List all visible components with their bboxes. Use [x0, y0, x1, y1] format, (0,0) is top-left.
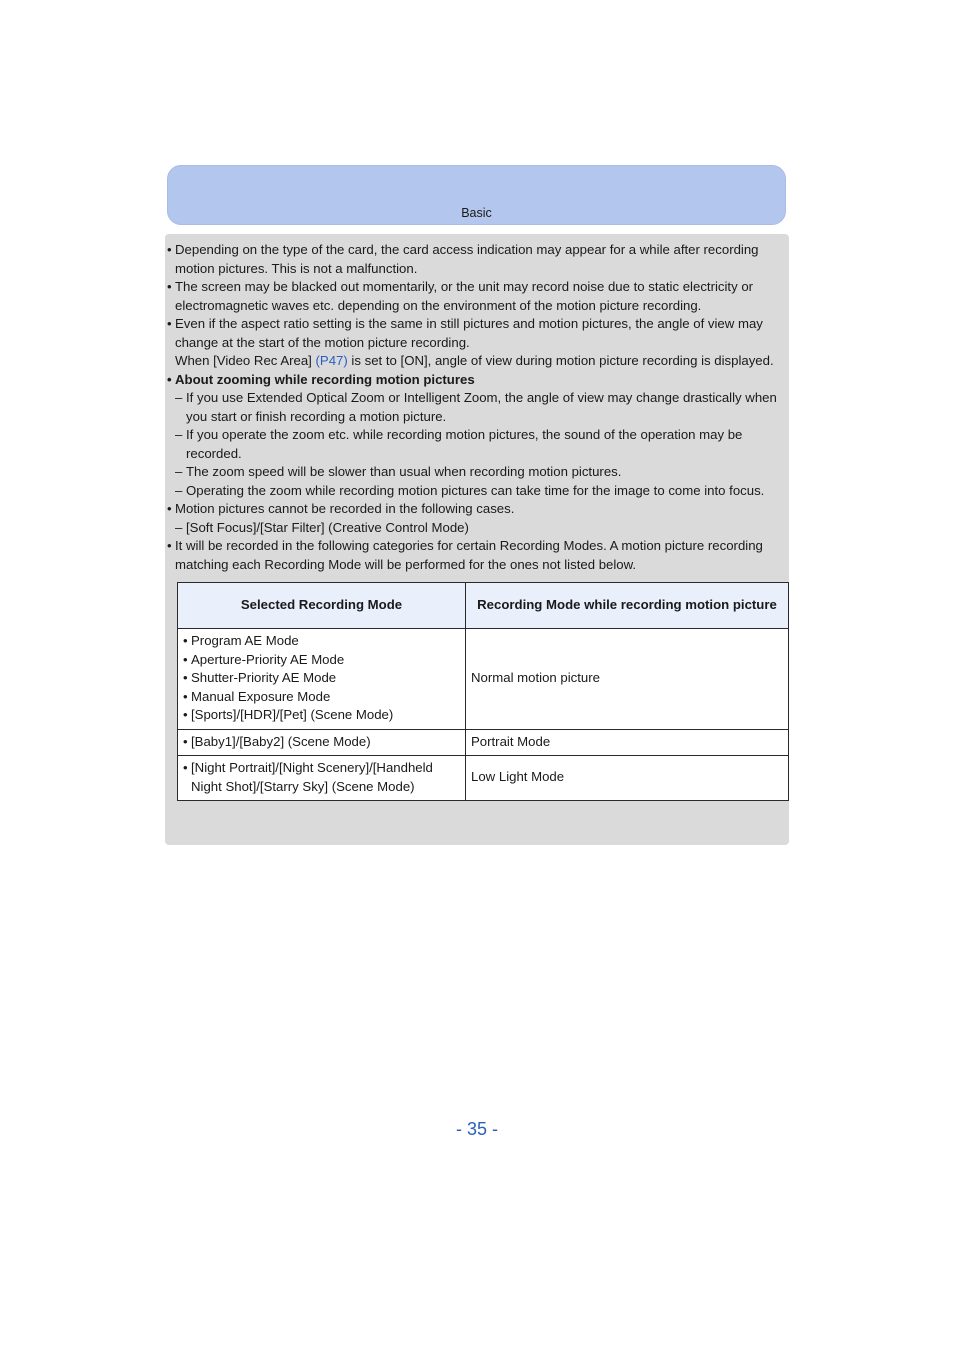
table-header-row: [178, 583, 789, 629]
zoom-item: – If you use Extended Optical Zoom or Intelligent Zoom, the angle of view may change drastically when you start or finish recording a motion picture.: [167, 389, 785, 426]
mode-item: • Shutter-Priority AE Mode: [183, 669, 460, 688]
result-mode-cell: Normal motion picture: [466, 629, 789, 730]
mode-item: • [Night Portrait]/[Night Scenery]/[Handheld Night Shot]/[Starry Sky] (Scene Mode): [183, 759, 460, 796]
table-row: [178, 629, 789, 730]
mode-item: • [Baby1]/[Baby2] (Scene Mode): [183, 733, 460, 752]
column-header-recording-mode: Recording Mode while recording motion picture: [466, 583, 789, 629]
note-cannot-record: • Motion pictures cannot be recorded in the following cases.: [167, 500, 785, 519]
result-mode-cell: Low Light Mode: [466, 756, 789, 801]
zoom-item: – The zoom speed will be slower than usual when recording motion pictures.: [167, 463, 785, 482]
note-video-rec-area-pre: When [Video Rec Area]: [175, 353, 316, 368]
recording-mode-table: [177, 582, 789, 801]
section-header-bar: [167, 165, 786, 225]
column-header-selected-mode: Selected Recording Mode: [178, 583, 466, 629]
mode-item: • [Sports]/[HDR]/[Pet] (Scene Mode): [183, 706, 460, 725]
notes-box: [165, 234, 789, 845]
zoom-item: – If you operate the zoom etc. while recording motion pictures, the sound of the operation may be recorded.: [167, 426, 785, 463]
mode-item: • Manual Exposure Mode: [183, 688, 460, 707]
note-angle-of-view: [167, 315, 785, 371]
selected-mode-cell: [178, 756, 466, 801]
mode-item: • Aperture-Priority AE Mode: [183, 651, 460, 670]
selected-mode-cell: [178, 729, 466, 756]
page-link-p47[interactable]: (P47): [315, 353, 348, 368]
note-card-access: • Depending on the type of the card, the card access indication may appear for a while after recording motion pictures. This is not a malfunction.: [167, 241, 785, 278]
note-video-rec-area-post: is set to [ON], angle of view during motion picture recording is displayed.: [347, 353, 774, 368]
section-label: Basic: [461, 206, 492, 220]
note-screen-blackout: • The screen may be blacked out momentarily, or the unit may record noise due to static electricity or electromagnetic waves etc. depending on the environment of the motion picture recording.: [167, 278, 785, 315]
table-row: [178, 756, 789, 801]
note-categories: • It will be recorded in the following categories for certain Recording Modes. A motion picture recording matching each Recording Mode will be performed for the ones not listed below.: [167, 537, 785, 574]
cannot-record-item: – [Soft Focus]/[Star Filter] (Creative Control Mode): [167, 519, 785, 538]
note-angle-of-view-text: Even if the aspect ratio setting is the same in still pictures and motion pictures, the angle of view may change at the start of the motion picture recording.: [175, 316, 763, 350]
result-mode-cell: Portrait Mode: [466, 729, 789, 756]
page-number: - 35 -: [455, 1119, 498, 1139]
zoom-heading: • About zooming while recording motion pictures: [167, 371, 785, 390]
mode-item: • Program AE Mode: [183, 632, 460, 651]
zoom-item: – Operating the zoom while recording motion pictures can take time for the image to come into focus.: [167, 482, 785, 501]
selected-mode-cell: [178, 629, 466, 730]
table-row: [178, 729, 789, 756]
